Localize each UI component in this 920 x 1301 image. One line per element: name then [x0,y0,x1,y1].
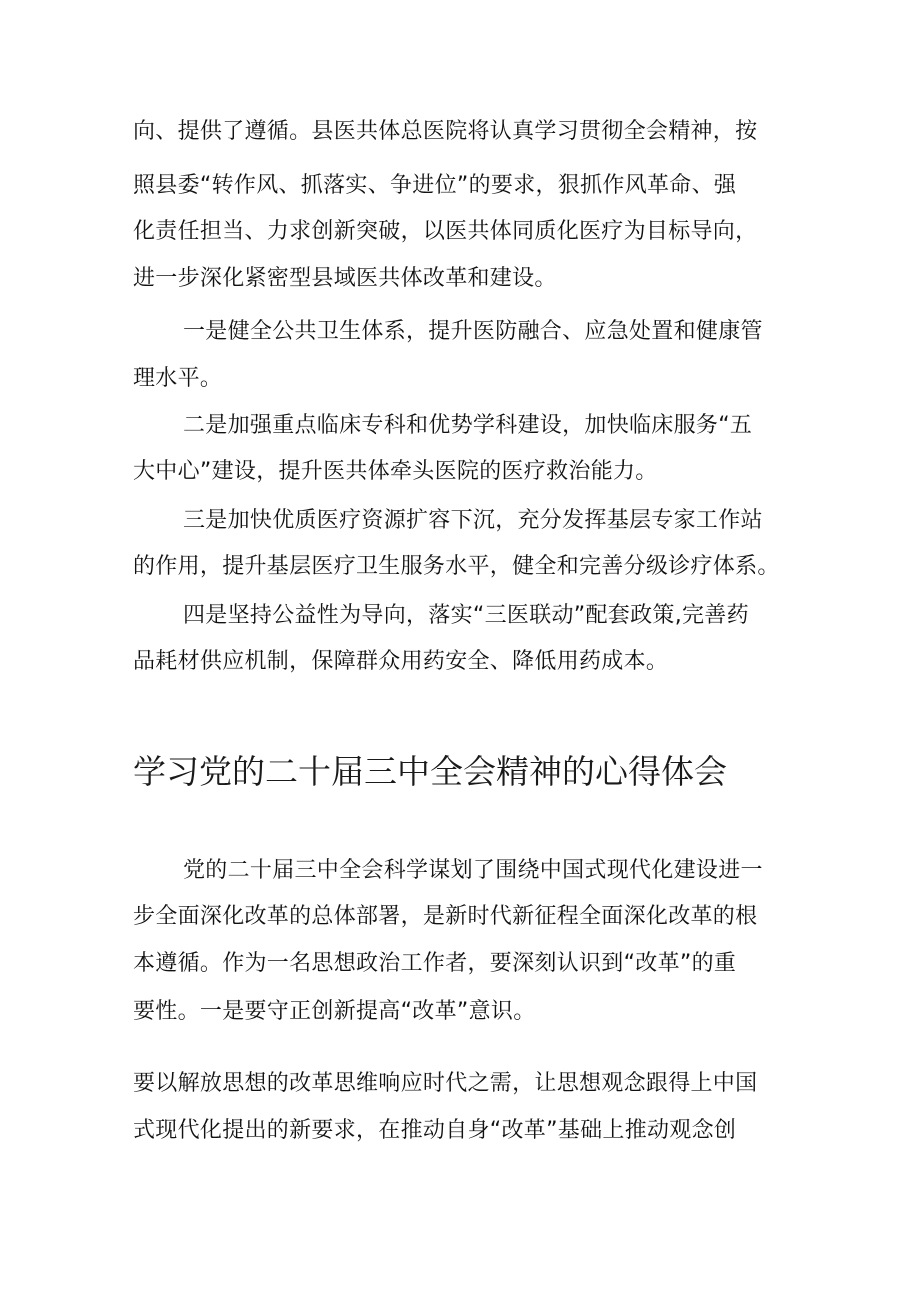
section-heading: 学习党的二十届三中全会精神的心得体会 [133,752,727,791]
paragraph-line: 大中心”建设，提升医共体牵头医院的医疗救治能力。 [133,459,658,484]
paragraph-line: 品耗材供应机制，保障群众用药安全、降低用药成本。 [133,649,669,674]
paragraph-line: 照县委“转作风、抓落实、争进位”的要求，狠抓作风革命、强 [133,173,737,198]
paragraph-line: 进一步深化紧密型县域医共体改革和建设。 [133,266,557,291]
paragraph-line: 向、提供了遵循。县医共体总医院将认真学习贯彻全会精神，按 [133,119,758,144]
paragraph-line: 二是加强重点临床专科和优势学科建设，加快临床服务“五 [183,413,753,438]
paragraph-line: 步全面深化改革的总体部署，是新时代新征程全面深化改革的根 [133,904,758,929]
paragraph-line: 三是加快优质医疗资源扩容下沉，充分发挥基层专家工作站 [183,508,763,533]
paragraph-line: 要性。一是要守正创新提高“改革”意识。 [133,999,536,1024]
paragraph-line: 一是健全公共卫生体系，提升医防融合、应急处置和健康管 [183,319,763,344]
paragraph-line: 四是坚持公益性为导向，落实“三医联动”配套政策,完善药 [183,603,749,628]
paragraph-line: 的作用，提升基层医疗卫生服务水平，健全和完善分级诊疗体系。 [133,554,780,579]
paragraph-line: 式现代化提出的新要求，在推动自身“改革”基础上推动观念创 [133,1118,737,1143]
paragraph-line: 本遵循。作为一名思想政治工作者，要深刻认识到“改革”的重 [133,951,737,976]
paragraph-line: 理水平。 [133,366,223,391]
paragraph-line: 化责任担当、力求创新突破，以医共体同质化医疗为目标导向， [133,219,758,244]
paragraph-line: 要以解放思想的改革思维响应时代之需，让思想观念跟得上中国 [133,1071,758,1096]
paragraph-line: 党的二十届三中全会科学谋划了围绕中国式现代化建设进一 [183,858,763,883]
